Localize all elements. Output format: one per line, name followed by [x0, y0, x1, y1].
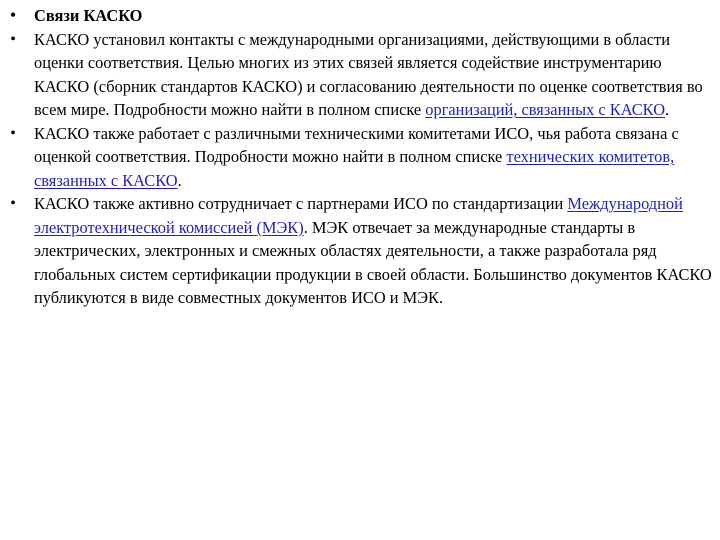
committees-link[interactable]: технических комитетов, связанных с КАСКО [34, 147, 675, 190]
paragraph-text-end: . [177, 170, 182, 190]
section-title: Связи КАСКО [34, 6, 143, 25]
bullet-icon: • [10, 195, 16, 212]
organizations-link[interactable]: организаций, связанных с КАСКО [425, 100, 666, 119]
bullet-icon: • [10, 30, 16, 48]
bullet-item-title [6, 4, 712, 28]
paragraph-text: КАСКО также активно сотрудничает с партнерами ИСО по стандартизации [34, 194, 568, 213]
bullet-icon: • [10, 7, 16, 24]
paragraph-text-end: . [665, 100, 670, 119]
bullet-item-organizations [6, 28, 712, 122]
iec-link[interactable]: Международной электротехнической комиссией (МЭК) [34, 194, 683, 237]
bullet-item-committees [6, 122, 712, 193]
paragraph-text: КАСКО установил контакты с международными организациями, действующими в области оценки соответствия. Целью многих из этих связей является содействие инструментарию КАСКО (сборник стандартов КАСКО) и согласованию деятельности по оценке соответствия во всем мире. Подробности можно найти в полном списке [34, 29, 703, 119]
paragraph-text-end: . МЭК отвечает за международные стандарты в электрических, электронных и смежных областях деятельности, а также разработала ряд глобальных систем сертификации продукции в своей области. Большинство документов КАСКО публикуются в виде совместных документов ИСО и МЭК. [34, 217, 712, 307]
bullet-item-iec [6, 192, 712, 310]
paragraph-text: КАСКО также работает с различными техническими комитетами ИСО, чья работа связана с оценкой соответствия. Подробности можно найти в полном списке [34, 123, 679, 166]
bullet-list [6, 4, 712, 310]
bullet-icon: • [10, 124, 16, 142]
